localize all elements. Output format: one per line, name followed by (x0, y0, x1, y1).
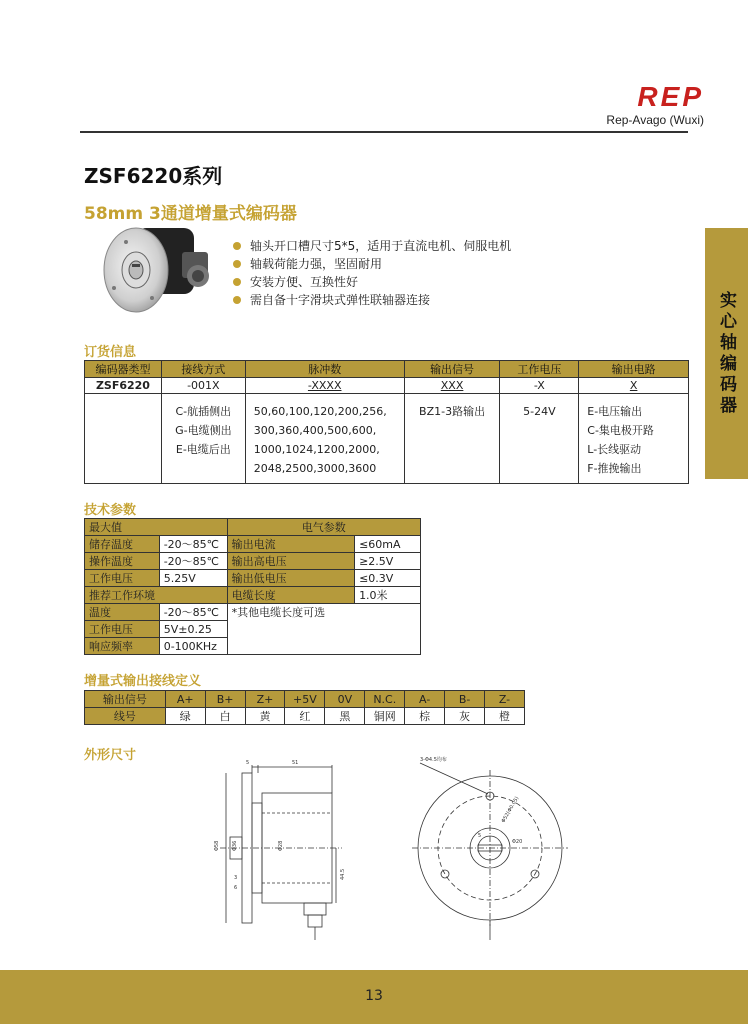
feature-item: 需自备十字滑块式弹性联轴器连接 (233, 291, 511, 309)
param-label: 工作电压 (85, 621, 160, 638)
dim-label: Φ28 (278, 840, 284, 851)
param-label: 温度 (85, 604, 160, 621)
table-row (85, 553, 421, 570)
param-value: ≤60mA (355, 536, 421, 553)
param-label: 工作电压 (85, 570, 160, 587)
dim-label: 6 (234, 885, 238, 891)
list-item: E-电缆后出 (175, 443, 231, 456)
param-label: 输出低电压 (227, 570, 354, 587)
param-value: 1.0米 (355, 587, 421, 604)
color-label: 线号 (85, 708, 166, 725)
signal-option: BZ1-3路输出 (404, 394, 500, 484)
table-row (85, 587, 421, 604)
signal-label: 输出信号 (85, 691, 166, 708)
pulse-options (245, 394, 404, 484)
signal-cell: A- (405, 691, 445, 708)
param-value: 5V±0.25 (159, 621, 227, 638)
circuit-options (579, 394, 689, 484)
signal-cell: +5V (285, 691, 325, 708)
max-header: 最大值 (85, 519, 228, 536)
table-row (85, 708, 525, 725)
table-row (85, 604, 421, 621)
param-label: 响应频率 (85, 638, 160, 655)
signal-cell: B+ (205, 691, 245, 708)
list-item: 2048,2500,3000,3600 (253, 462, 377, 475)
signal-cell: A+ (165, 691, 205, 708)
encoder-photo (96, 222, 214, 320)
dim-label: 5 (246, 760, 250, 766)
signal-cell: Z+ (245, 691, 285, 708)
category-side-tab (705, 228, 748, 479)
feature-item: 安装方便、互换性好 (233, 273, 511, 291)
wiring-section-title: 增量式输出接线定义 (84, 674, 202, 689)
signal-cell: B- (445, 691, 485, 708)
color-cell: 黄 (245, 708, 285, 725)
dim-label: Φ58 (214, 840, 220, 851)
series-title: ZSF6220系列 (84, 164, 223, 188)
dim-label: Φ36 (232, 840, 238, 851)
product-subtitle: 58mm 3通道增量式编码器 (84, 204, 297, 224)
header-cell: 编码器类型 (85, 361, 162, 378)
dim-label: 3 (234, 875, 238, 881)
param-value: ≤0.3V (355, 570, 421, 587)
brand-logo (574, 82, 704, 127)
tech-section-title: 技术参数 (84, 503, 137, 518)
color-cell: 绿 (165, 708, 205, 725)
table-row (85, 394, 689, 484)
list-item: C-航插侧出 (175, 405, 232, 418)
signal-cell: N.C. (365, 691, 405, 708)
color-cell: 铜网 (365, 708, 405, 725)
list-item: 50,60,100,120,200,256, (253, 405, 387, 418)
table-row (85, 378, 689, 394)
param-value: ≥2.5V (355, 553, 421, 570)
param-label: 储存温度 (85, 536, 160, 553)
param-label: 电缆长度 (227, 587, 354, 604)
ordering-table (84, 360, 689, 484)
circuit-code: X (579, 378, 689, 394)
color-cell: 黑 (325, 708, 365, 725)
dim-label: Φ20 (512, 839, 523, 845)
page-number: 13 (365, 988, 383, 1004)
cable-note: *其他电缆长度可选 (227, 604, 420, 655)
param-value: -20～85℃ (159, 536, 227, 553)
front-view (412, 756, 568, 940)
dim-label: 51 (292, 760, 299, 766)
model-code: ZSF6220 (85, 378, 162, 394)
table-row (85, 536, 421, 553)
signal-code: XXX (404, 378, 500, 394)
pulse-code: -XXXX (245, 378, 404, 394)
wiring-code: -001X (161, 378, 245, 394)
table-header-row (85, 361, 689, 378)
dimensions-section-title: 外形尺寸 (84, 748, 137, 763)
feature-list (233, 237, 511, 309)
dim-label: 5 (478, 833, 482, 839)
voltage-option: 5-24V (500, 394, 579, 484)
dimension-drawing (212, 755, 572, 940)
dim-label: Φ52(Φ0.05) (500, 795, 521, 824)
recommended-env: 推荐工作环境 (85, 587, 228, 604)
table-row (85, 691, 525, 708)
header-cell: 工作电压 (500, 361, 579, 378)
logo-text: REP (637, 81, 704, 112)
header-cell: 输出电路 (579, 361, 689, 378)
param-label: 输出电流 (227, 536, 354, 553)
list-item: L-长线驱动 (587, 443, 642, 456)
tech-table (84, 518, 421, 655)
elec-header: 电气参数 (227, 519, 420, 536)
table-row (85, 519, 421, 536)
header-cell: 输出信号 (404, 361, 500, 378)
param-value: -20～85℃ (159, 553, 227, 570)
list-item: E-电压输出 (587, 405, 643, 418)
dim-label: 44.5 (340, 868, 346, 880)
param-label: 操作温度 (85, 553, 160, 570)
signal-cell: Z- (485, 691, 525, 708)
color-cell: 白 (205, 708, 245, 725)
color-cell: 灰 (445, 708, 485, 725)
signal-cell: 0V (325, 691, 365, 708)
side-view (214, 760, 346, 940)
param-value: 0-100KHz (159, 638, 227, 655)
wiring-table (84, 690, 525, 725)
list-item: C-集电极开路 (587, 424, 654, 437)
feature-item: 轴载荷能力强，坚固耐用 (233, 255, 511, 273)
list-item: F-推挽输出 (587, 462, 642, 475)
param-label: 输出高电压 (227, 553, 354, 570)
header-cell: 接线方式 (161, 361, 245, 378)
wiring-options (161, 394, 245, 484)
param-value: 5.25V (159, 570, 227, 587)
empty-cell (85, 394, 162, 484)
list-item: G-电缆侧出 (175, 424, 232, 437)
color-cell: 棕 (405, 708, 445, 725)
param-value: -20～85℃ (159, 604, 227, 621)
color-cell: 红 (285, 708, 325, 725)
category-label: 实心轴编码器 (716, 290, 736, 417)
table-row (85, 570, 421, 587)
ordering-section-title: 订货信息 (84, 345, 137, 360)
company-name: Rep-Avago (Wuxi) (606, 113, 704, 127)
feature-item: 轴头开口槽尺寸5*5，适用于直流电机、伺服电机 (233, 237, 511, 255)
list-item: 1000,1024,1200,2000, (253, 443, 380, 456)
header-cell: 脉冲数 (245, 361, 404, 378)
header-divider (80, 131, 688, 133)
dim-label: 3-Φ4.5均布 (420, 757, 447, 763)
color-cell: 橙 (485, 708, 525, 725)
voltage-code: -X (500, 378, 579, 394)
list-item: 300,360,400,500,600, (253, 424, 377, 437)
